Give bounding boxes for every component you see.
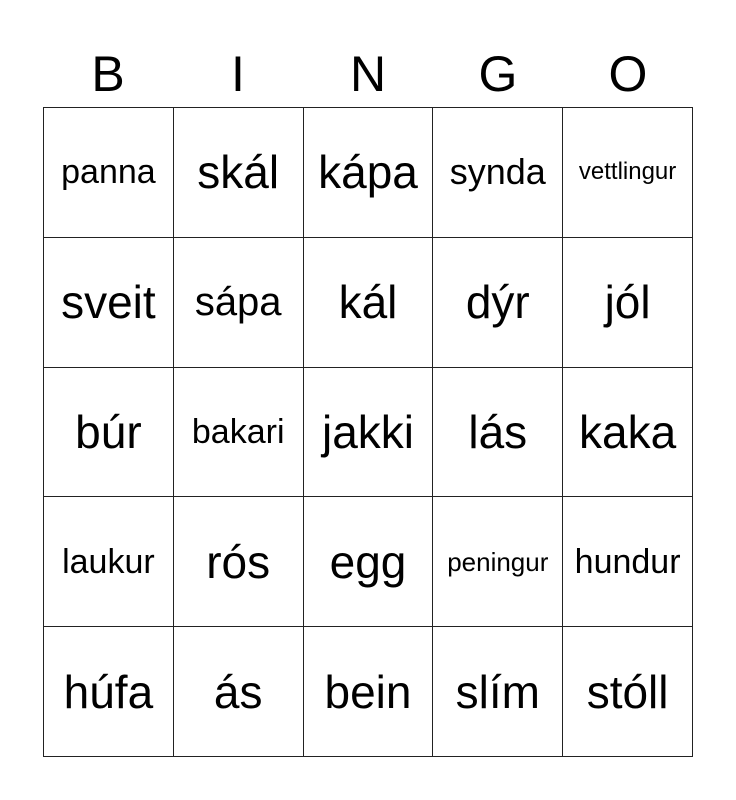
- bingo-cell: slím: [433, 627, 563, 757]
- bingo-cell: bakari: [174, 368, 304, 498]
- bingo-cell: peningur: [433, 497, 563, 627]
- bingo-cell: stóll: [563, 627, 693, 757]
- bingo-cell: hundur: [563, 497, 693, 627]
- bingo-cell: lás: [433, 368, 563, 498]
- bingo-cell: sveit: [44, 238, 174, 368]
- header-letter-g: G: [478, 46, 518, 102]
- header-letter-n: N: [349, 46, 387, 102]
- bingo-cell: ás: [174, 627, 304, 757]
- bingo-cell: dýr: [433, 238, 563, 368]
- bingo-cell: búr: [44, 368, 174, 498]
- bingo-header: [43, 42, 693, 106]
- header-letter-o: O: [608, 46, 648, 102]
- bingo-cell: rós: [174, 497, 304, 627]
- bingo-cell: synda: [433, 108, 563, 238]
- bingo-cell: panna: [44, 108, 174, 238]
- bingo-cell: bein: [304, 627, 434, 757]
- bingo-cell: skál: [174, 108, 304, 238]
- bingo-cell: sápa: [174, 238, 304, 368]
- bingo-cell: kaka: [563, 368, 693, 498]
- bingo-cell: kápa: [304, 108, 434, 238]
- bingo-cell: jakki: [304, 368, 434, 498]
- header-letter-i: I: [231, 46, 245, 102]
- bingo-cell: egg: [304, 497, 434, 627]
- bingo-cell: kál: [304, 238, 434, 368]
- bingo-cell: húfa: [44, 627, 174, 757]
- bingo-cell: jól: [563, 238, 693, 368]
- bingo-board: [43, 107, 693, 757]
- bingo-cell: vettlingur: [563, 108, 693, 238]
- bingo-cell: laukur: [44, 497, 174, 627]
- header-letter-b: B: [91, 46, 125, 102]
